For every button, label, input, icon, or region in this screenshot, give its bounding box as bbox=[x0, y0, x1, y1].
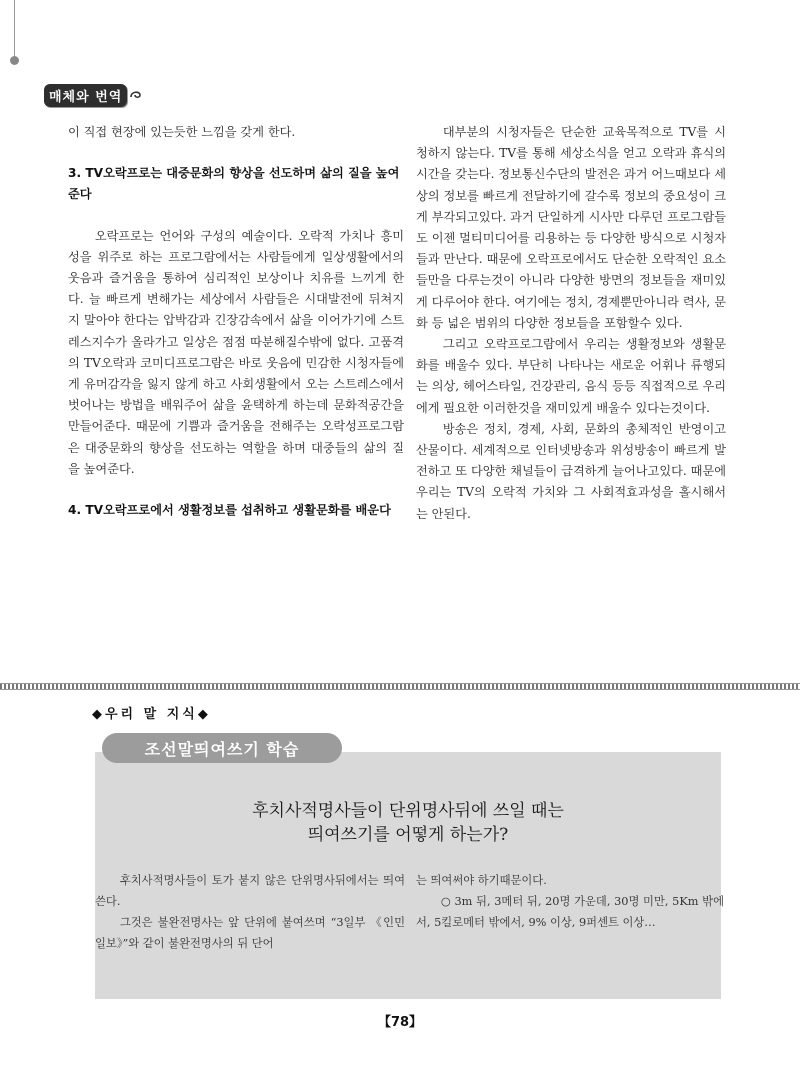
knowledge-left-p1: 후치사적명사들이 토가 붙지 않은 단위명사뒤에서는 띄여쓴다. bbox=[95, 874, 405, 908]
section3-body: 오락프로는 언어와 구성의 예술이다. 오락적 가치나 흥미성을 위주로 하는 프로그람에서는 사람들에게 일상생활에서의 웃음과 즐거움을 통하여 심리적인 보상이나 치유를 느끼게 한다. 늘 빠르게 변해가는 세상에서 사람들은 시대발전에 뒤쳐지지 말아야 한다는 압박감과 긴장감속에서 삶을 이어가기에 스트레스지수가 올라가고 일상은 점점 따분해질수밖에 없다. 고품격의 TV오락과 코미디프로그람은 바로 웃음에 민감한 시청자들에게 유머감각을 잃지 않게 하고 사회생활에서 오는 스트레스에서 벗어나는 방법을 배워주어 삶을 윤택하게 하는데 문화적공간을 만들어준다. 때문에 기쁨과 즐거움을 전해주는 오락성프로그람은 대중문화의 향상을 선도하는 역할을 하며 대중들의 삶의 질을 높여준다. bbox=[68, 228, 404, 476]
section4-title: 4. TV오락프로에서 생활정보를 섭취하고 생활문화를 배운다 bbox=[68, 503, 391, 518]
right-column bbox=[416, 122, 726, 525]
knowledge-right-p1: 는 띄여써야 하기때문이다. bbox=[416, 874, 547, 887]
knowledge-left-p2: 그것은 불완전명사는 앞 단위에 붙여쓰며 “3일부 《인민일보》”와 같이 불완전명사의 뒤 단어 bbox=[95, 916, 405, 950]
knowledge-section-title: ◆우리 말 지식◆ bbox=[92, 707, 211, 722]
knowledge-right-p2: ○ 3m 뒤, 3메터 뒤, 20명 가운데, 30명 미만, 5Km 밖에서, 5킬로메터 밖에서, 9% 이상, 9퍼센트 이상… bbox=[416, 895, 724, 929]
corner-dot bbox=[10, 56, 19, 65]
right-paragraph-1: 대부분의 시청자들은 단순한 교육목적으로 TV를 시청하지 않는다. TV를 통해 세상소식을 얻고 오락과 휴식의 시간을 갖는다. 정보통신수단의 발전은 과거 어느때보다 세상의 정보를 빠르게 전달하기에 갈수록 정보의 중요성이 크게 부각되고있다. 과거 단일하게 시사만 다루던 프로그람들도 이젠 멀티미디어를 리용하는 등 다양한 방식으로 시청자들과 만난다. 때문에 오락프로에서도 단순한 오락적인 요소들만을 다루는것이 아니라 다양한 방면의 정보들을 재미있게 다루어야 한다. 여기에는 정치, 경제뿐만아니라 력사, 문화 등 넓은 범위의 다양한 정보들을 포함할수 있다. bbox=[416, 125, 726, 330]
knowledge-tab-label: 조선말띄여쓰기 학습 bbox=[144, 739, 300, 759]
header-logo bbox=[44, 84, 143, 106]
logo-text: 매체와 번역 bbox=[44, 84, 127, 107]
section3-title: 3. TV오락프로는 대중문화의 향상을 선도하며 삶의 질을 높여준다 bbox=[68, 166, 400, 202]
knowledge-right-column bbox=[416, 870, 724, 933]
knowledge-heading-line2: 띄여쓰기를 어떻게 하는가? bbox=[307, 825, 509, 845]
knowledge-left-column bbox=[95, 870, 405, 954]
section-divider bbox=[0, 683, 800, 690]
lead-paragraph: 이 직접 현장에 있는듯한 느낌을 갖게 한다. bbox=[68, 125, 296, 139]
swirl-icon bbox=[129, 88, 143, 102]
left-column bbox=[68, 122, 404, 521]
right-paragraph-2: 그리고 오락프로그람에서 우리는 생활정보와 생활문화를 배울수 있다. 부단히 나타나는 새로운 어휘나 류행되는 의상, 헤어스타일, 건강관리, 음식 등등 직접적으로 우리에게 필요한 이러한것을 재미있게 배울수 있다는것이다. bbox=[416, 337, 726, 415]
knowledge-heading-line1: 후치사적명사들이 단위명사뒤에 쓰일 때는 bbox=[252, 801, 564, 821]
page-number: 【78】 bbox=[377, 1015, 423, 1030]
knowledge-tab bbox=[102, 733, 342, 763]
corner-rule bbox=[14, 0, 15, 60]
right-paragraph-3: 방송은 정치, 경제, 사회, 문화의 총체적인 반영이고 산물이다. 세계적으로 인터넷방송과 위성방송이 빠르게 발전하고 또 다양한 채널들이 급격하게 늘어나고있다. 때문에 우리는 TV의 오락적 가치와 그 사회적효과성을 홀시해서는 안된다. bbox=[416, 421, 726, 521]
